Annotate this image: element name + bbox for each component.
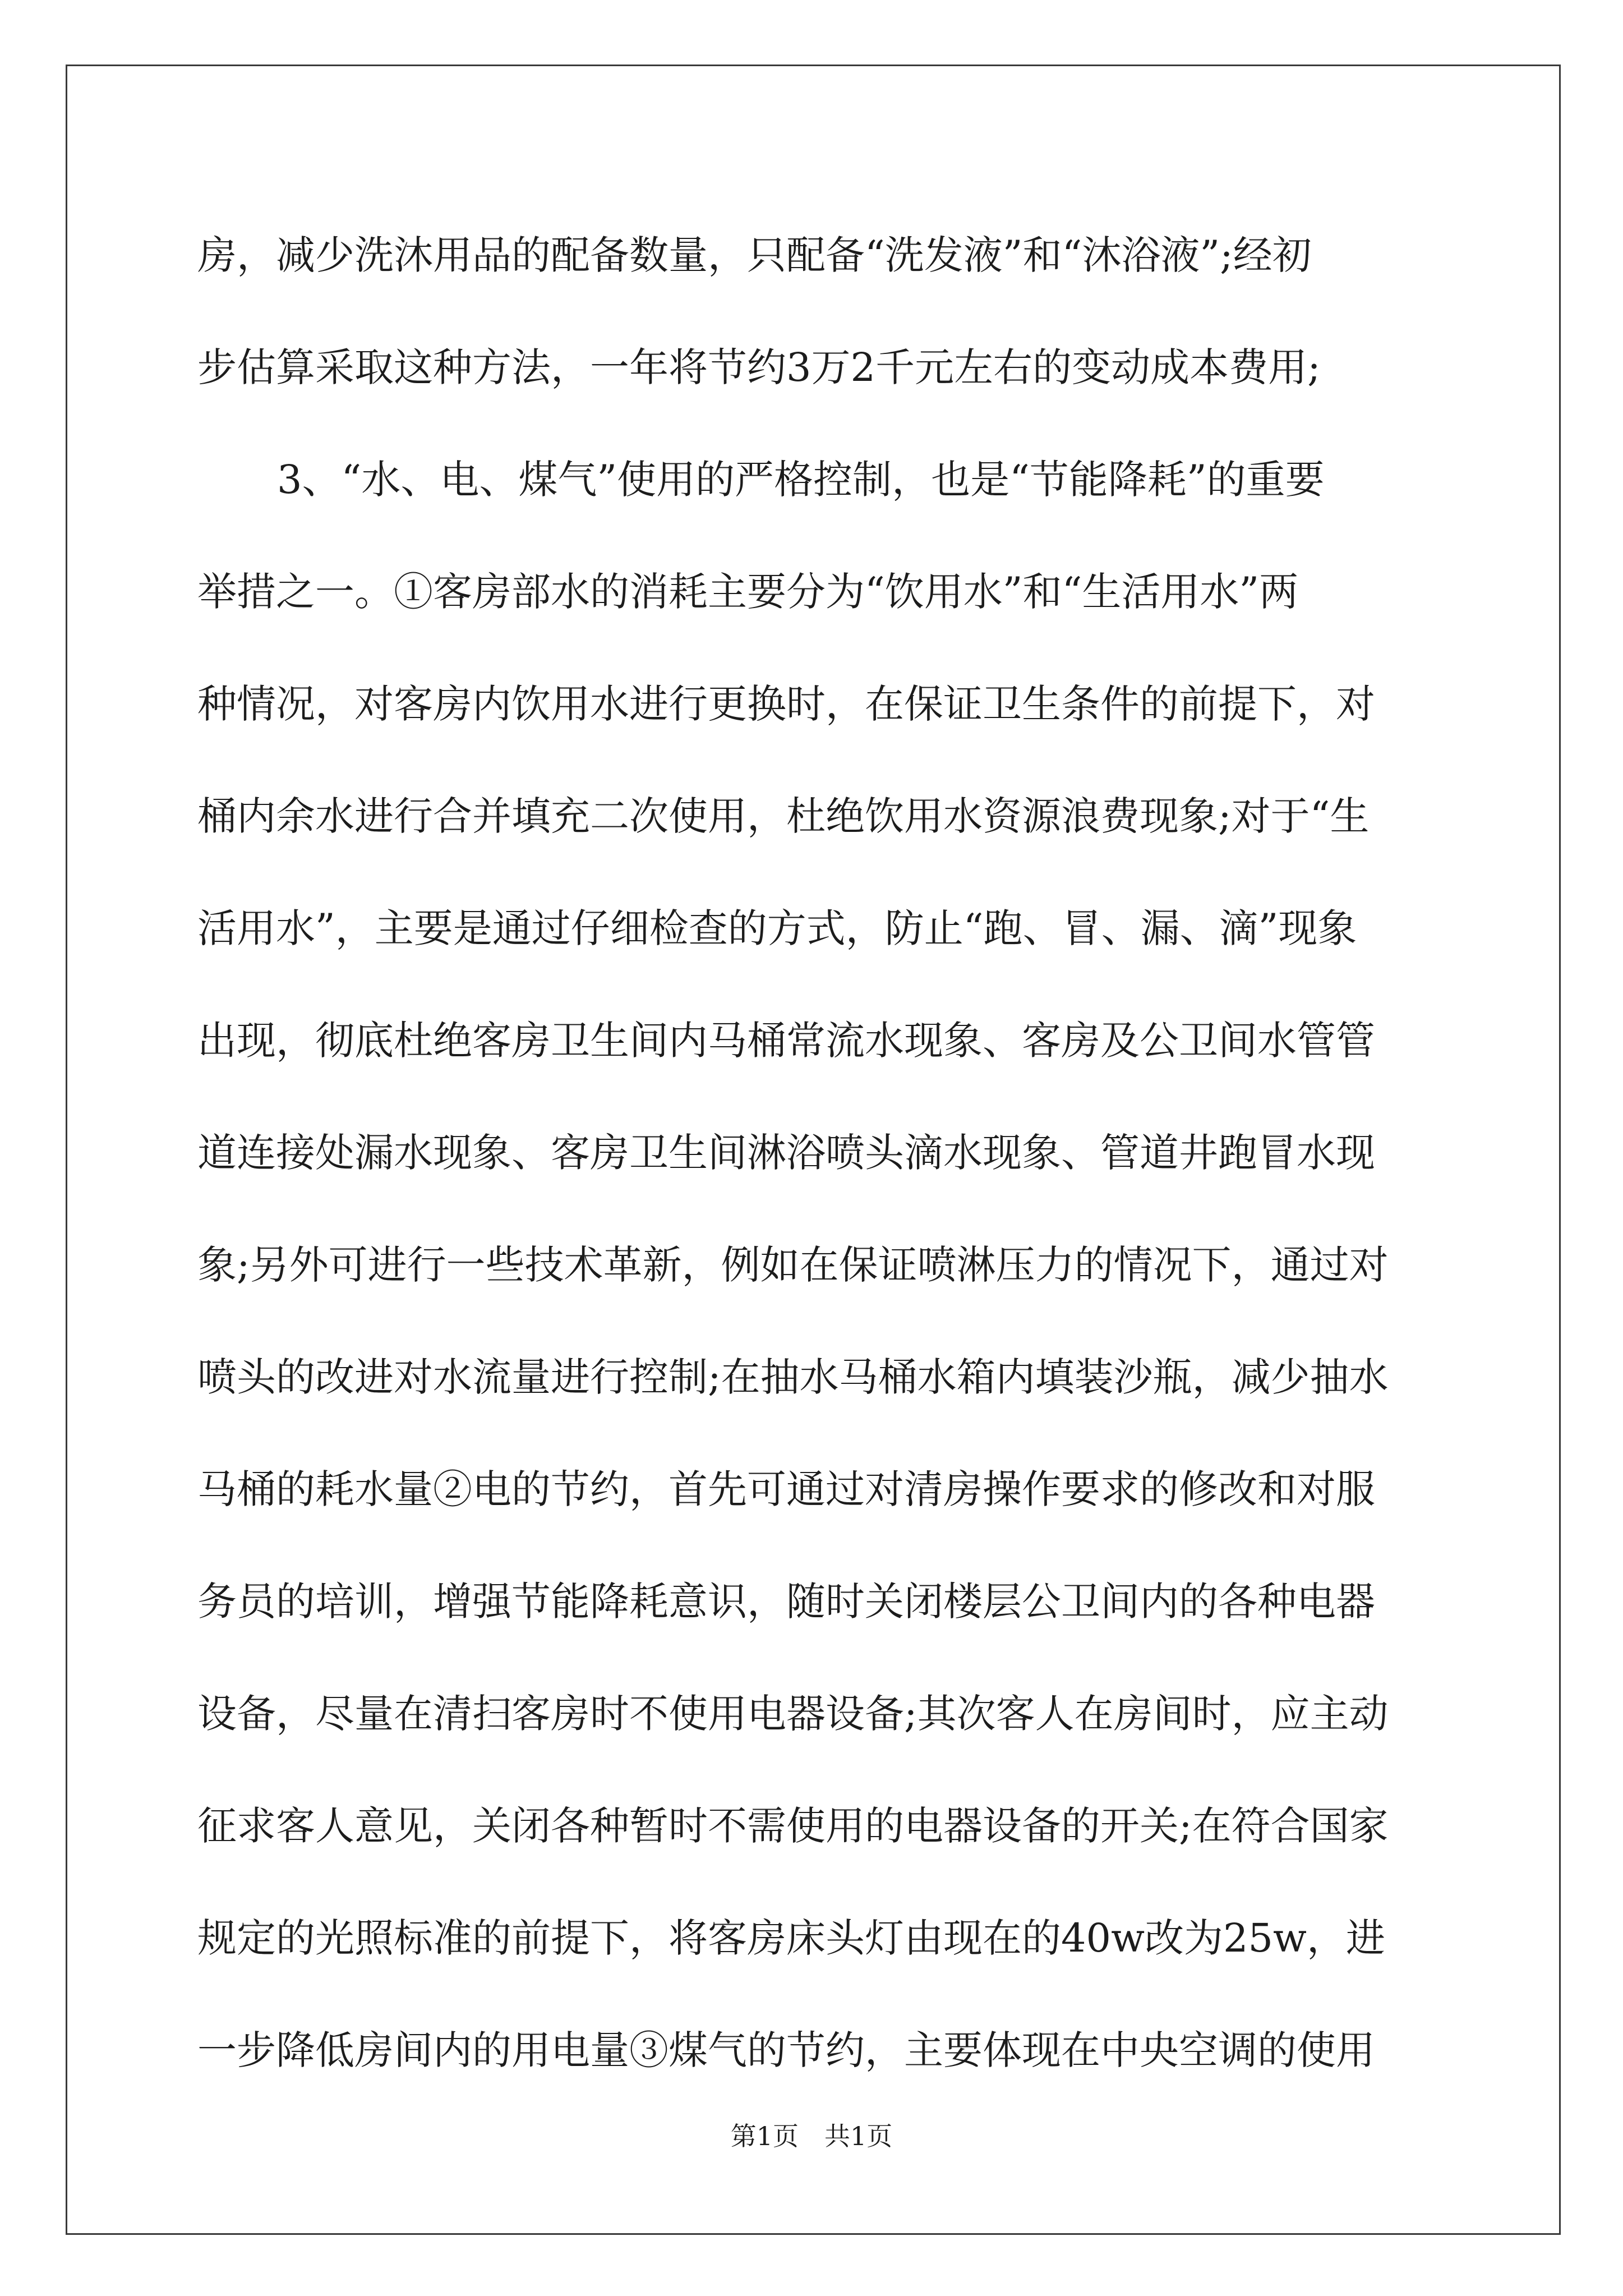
text-line: 桶内余水进行合并填充二次使用，杜绝饮用水资源浪费现象;对于“生 [197, 793, 1370, 839]
text-line: 种情况，对客房内饮用水进行更换时，在保证卫生条件的前提下，对 [197, 681, 1375, 727]
paragraph-start-line: 3、“水、电、煤气”使用的严格控制，也是“节能降耗”的重要 [277, 457, 1325, 503]
text-line: 出现，彻底杜绝客房卫生间内马桶常流水现象、客房及公卫间水管管 [197, 1018, 1375, 1064]
text-line: 象;另外可进行一些技术革新，例如在保证喷淋压力的情况下，通过对 [197, 1242, 1389, 1288]
page-number: 第1页 [730, 2121, 799, 2151]
document-body [197, 199, 1428, 2106]
text-line: 征求客人意见，关闭各种暂时不需使用的电器设备的开关;在符合国家 [197, 1803, 1389, 1849]
text-line: 房，减少洗沐用品的配备数量，只配备“洗发液”和“沐浴液”;经初 [197, 232, 1312, 278]
text-line: 规定的光照标准的前提下，将客房床头灯由现在的40w改为25w，进 [197, 1915, 1385, 1961]
text-line: 活用水”，主要是通过仔细检查的方式，防止“跑、冒、漏、滴”现象 [197, 905, 1357, 951]
text-line: 喷头的改进对水流量进行控制;在抽水马桶水箱内填装沙瓶，减少抽水 [197, 1354, 1389, 1400]
text-line: 务员的培训，增强节能降耗意识，随时关闭楼层公卫间内的各种电器 [197, 1579, 1375, 1625]
page-total: 共1页 [824, 2121, 893, 2151]
text-line: 一步降低房间内的用电量③煤气的节约，主要体现在中央空调的使用 [197, 2027, 1375, 2073]
text-line: 设备，尽量在清扫客房时不使用电器设备;其次客人在房间时，应主动 [197, 1691, 1389, 1737]
text-line: 马桶的耗水量②电的节约，首先可通过对清房操作要求的修改和对服 [197, 1466, 1375, 1512]
text-line: 举措之一。①客房部水的消耗主要分为“饮用水”和“生活用水”两 [197, 569, 1299, 615]
text-line: 道连接处漏水现象、客房卫生间淋浴喷头滴水现象、管道井跑冒水现 [197, 1130, 1375, 1176]
page-footer [0, 2119, 1623, 2153]
text-line: 步估算采取这种方法，一年将节约3万2千元左右的变动成本费用; [197, 344, 1321, 390]
